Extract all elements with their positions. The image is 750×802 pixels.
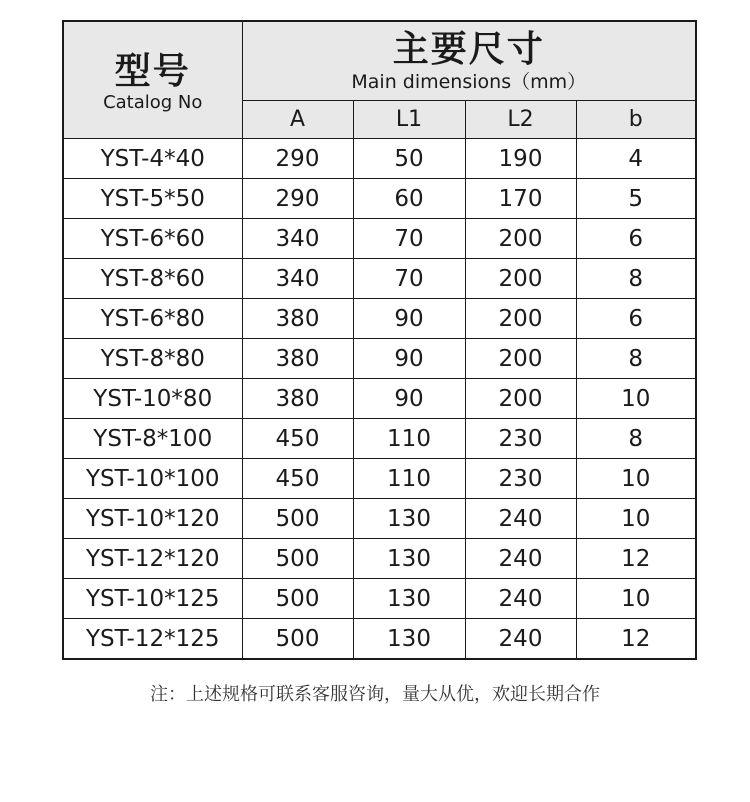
cell-a: 500 bbox=[242, 619, 353, 660]
cell-l2: 200 bbox=[465, 219, 576, 259]
cell-l2: 200 bbox=[465, 339, 576, 379]
cell-model: YST-10*125 bbox=[63, 579, 242, 619]
cell-a: 380 bbox=[242, 339, 353, 379]
table-row bbox=[63, 579, 696, 619]
cell-l2: 200 bbox=[465, 299, 576, 339]
dimensions-header-en: Main dimensions（mm） bbox=[351, 70, 587, 93]
cell-b: 8 bbox=[576, 259, 696, 299]
cell-l1: 130 bbox=[353, 619, 465, 660]
cell-a: 500 bbox=[242, 499, 353, 539]
cell-model: YST-10*100 bbox=[63, 459, 242, 499]
cell-model: YST-8*60 bbox=[63, 259, 242, 299]
spec-table bbox=[62, 20, 697, 660]
cell-l1: 90 bbox=[353, 379, 465, 419]
cell-l2: 240 bbox=[465, 619, 576, 660]
cell-a: 290 bbox=[242, 179, 353, 219]
cell-b: 6 bbox=[576, 299, 696, 339]
cell-l2: 200 bbox=[465, 379, 576, 419]
column-header-a: A bbox=[242, 100, 353, 139]
cell-a: 450 bbox=[242, 459, 353, 499]
cell-a: 380 bbox=[242, 379, 353, 419]
cell-b: 10 bbox=[576, 379, 696, 419]
cell-b: 10 bbox=[576, 499, 696, 539]
cell-b: 5 bbox=[576, 179, 696, 219]
cell-l2: 240 bbox=[465, 579, 576, 619]
cell-model: YST-4*40 bbox=[63, 139, 242, 179]
cell-l1: 130 bbox=[353, 539, 465, 579]
cell-model: YST-5*50 bbox=[63, 179, 242, 219]
cell-b: 12 bbox=[576, 619, 696, 660]
cell-model: YST-8*100 bbox=[63, 419, 242, 459]
cell-a: 500 bbox=[242, 579, 353, 619]
cell-l1: 130 bbox=[353, 499, 465, 539]
cell-l2: 240 bbox=[465, 499, 576, 539]
model-header-en: Catalog No bbox=[103, 92, 203, 113]
cell-l1: 70 bbox=[353, 219, 465, 259]
cell-l2: 170 bbox=[465, 179, 576, 219]
cell-l1: 50 bbox=[353, 139, 465, 179]
cell-l2: 240 bbox=[465, 539, 576, 579]
table-row bbox=[63, 139, 696, 179]
cell-a: 500 bbox=[242, 539, 353, 579]
table-row bbox=[63, 419, 696, 459]
table-row bbox=[63, 619, 696, 660]
table-header bbox=[63, 21, 696, 139]
cell-model: YST-12*120 bbox=[63, 539, 242, 579]
model-header bbox=[63, 21, 242, 139]
column-header-l2: L2 bbox=[465, 100, 576, 139]
cell-model: YST-10*120 bbox=[63, 499, 242, 539]
cell-model: YST-12*125 bbox=[63, 619, 242, 660]
column-header-b: b bbox=[576, 100, 696, 139]
cell-model: YST-6*60 bbox=[63, 219, 242, 259]
cell-l1: 110 bbox=[353, 419, 465, 459]
cell-b: 10 bbox=[576, 459, 696, 499]
model-header-cn: 型号 bbox=[114, 51, 191, 92]
cell-a: 450 bbox=[242, 419, 353, 459]
table-row bbox=[63, 259, 696, 299]
table-body bbox=[63, 139, 696, 660]
cell-b: 10 bbox=[576, 579, 696, 619]
cell-a: 380 bbox=[242, 299, 353, 339]
dimensions-header bbox=[242, 21, 696, 100]
cell-model: YST-10*80 bbox=[63, 379, 242, 419]
table-row bbox=[63, 179, 696, 219]
cell-l1: 60 bbox=[353, 179, 465, 219]
cell-l2: 230 bbox=[465, 459, 576, 499]
table-row bbox=[63, 459, 696, 499]
cell-l1: 90 bbox=[353, 339, 465, 379]
cell-b: 4 bbox=[576, 139, 696, 179]
cell-b: 8 bbox=[576, 339, 696, 379]
table-row bbox=[63, 539, 696, 579]
cell-l2: 200 bbox=[465, 259, 576, 299]
table-row bbox=[63, 499, 696, 539]
dimensions-header-cn: 主要尺寸 bbox=[392, 28, 545, 70]
cell-b: 12 bbox=[576, 539, 696, 579]
cell-l1: 70 bbox=[353, 259, 465, 299]
cell-model: YST-8*80 bbox=[63, 339, 242, 379]
cell-l1: 90 bbox=[353, 299, 465, 339]
cell-l2: 190 bbox=[465, 139, 576, 179]
cell-b: 8 bbox=[576, 419, 696, 459]
cell-a: 340 bbox=[242, 259, 353, 299]
table-row bbox=[63, 339, 696, 379]
table-row bbox=[63, 379, 696, 419]
table-row bbox=[63, 219, 696, 259]
footnote: 注：上述规格可联系客服咨询，量大从优，欢迎长期合作 bbox=[150, 684, 600, 705]
cell-l1: 130 bbox=[353, 579, 465, 619]
cell-a: 290 bbox=[242, 139, 353, 179]
cell-l2: 230 bbox=[465, 419, 576, 459]
cell-l1: 110 bbox=[353, 459, 465, 499]
cell-a: 340 bbox=[242, 219, 353, 259]
cell-model: YST-6*80 bbox=[63, 299, 242, 339]
table-row bbox=[63, 299, 696, 339]
column-header-l1: L1 bbox=[353, 100, 465, 139]
cell-b: 6 bbox=[576, 219, 696, 259]
